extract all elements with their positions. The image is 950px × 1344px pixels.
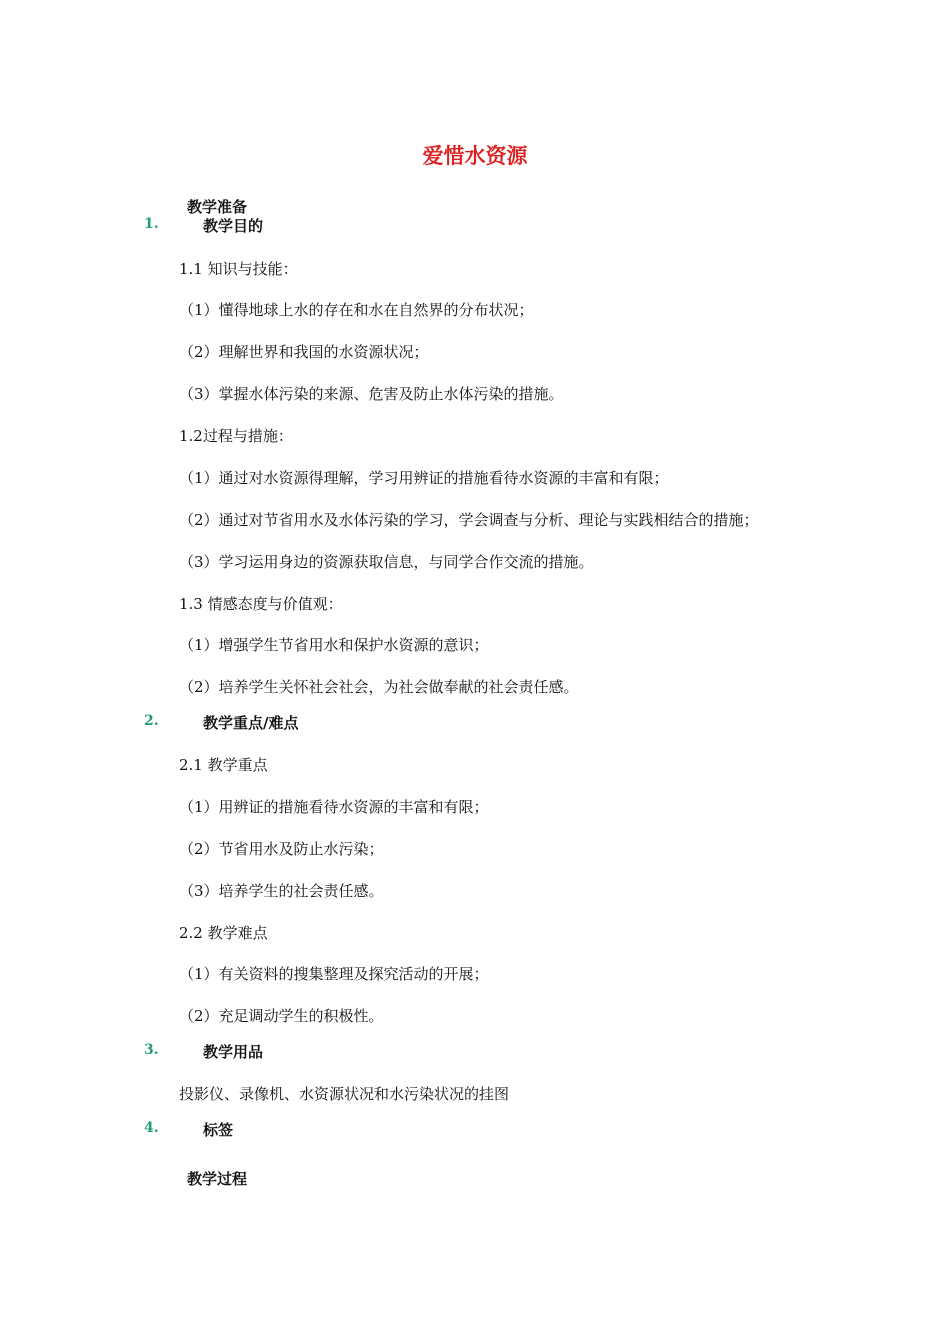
section-heading: 标签	[203, 1121, 234, 1139]
list-item: （1）懂得地球上水的存在和水在自然界的分布状况；	[179, 301, 534, 319]
document-title: 爱惜水资源	[422, 143, 528, 168]
list-item: （2）通过对节省用水及水体污染的学习，学会调查与分析、理论与实践相结合的措施；	[179, 511, 759, 529]
list-item: （1）有关资料的搜集整理及探究活动的开展；	[179, 965, 489, 983]
section-number: 1.	[144, 216, 159, 232]
list-item: （2）节省用水及防止水污染；	[179, 840, 384, 858]
list-item: （1）增强学生节省用水和保护水资源的意识；	[179, 636, 489, 654]
list-item: 投影仪、录像机、水资源状况和水污染状况的挂图	[179, 1085, 510, 1103]
prep-heading: 教学准备	[187, 198, 248, 216]
section-heading: 教学目的	[203, 217, 264, 235]
list-item: （3）培养学生的社会责任感。	[179, 882, 384, 900]
process-heading: 教学过程	[187, 1170, 248, 1188]
list-item: （2）培养学生关怀社会社会，为社会做奉献的社会责任感。	[179, 678, 579, 696]
subsection-title: 2.2 教学难点	[179, 924, 268, 942]
subsection-title: 2.1 教学重点	[179, 756, 268, 774]
section-number: 2.	[144, 713, 159, 729]
subsection-title: 1.2过程与措施：	[179, 427, 293, 445]
section-number: 4.	[144, 1120, 159, 1136]
section-number: 3.	[144, 1042, 159, 1058]
list-item: （1）通过对水资源得理解，学习用辨证的措施看待水资源的丰富和有限；	[179, 469, 669, 487]
section-heading: 教学用品	[203, 1043, 264, 1061]
section-heading: 教学重点/难点	[203, 714, 299, 732]
subsection-title: 1.3 情感态度与价值观：	[179, 595, 343, 613]
list-item: （3）掌握水体污染的来源、危害及防止水体污染的措施。	[179, 385, 564, 403]
list-item: （3）学习运用身边的资源获取信息，与同学合作交流的措施。	[179, 553, 594, 571]
list-item: （1）用辨证的措施看待水资源的丰富和有限；	[179, 798, 489, 816]
subsection-title: 1.1 知识与技能：	[179, 260, 298, 278]
list-item: （2）充足调动学生的积极性。	[179, 1007, 384, 1025]
list-item: （2）理解世界和我国的水资源状况；	[179, 343, 429, 361]
